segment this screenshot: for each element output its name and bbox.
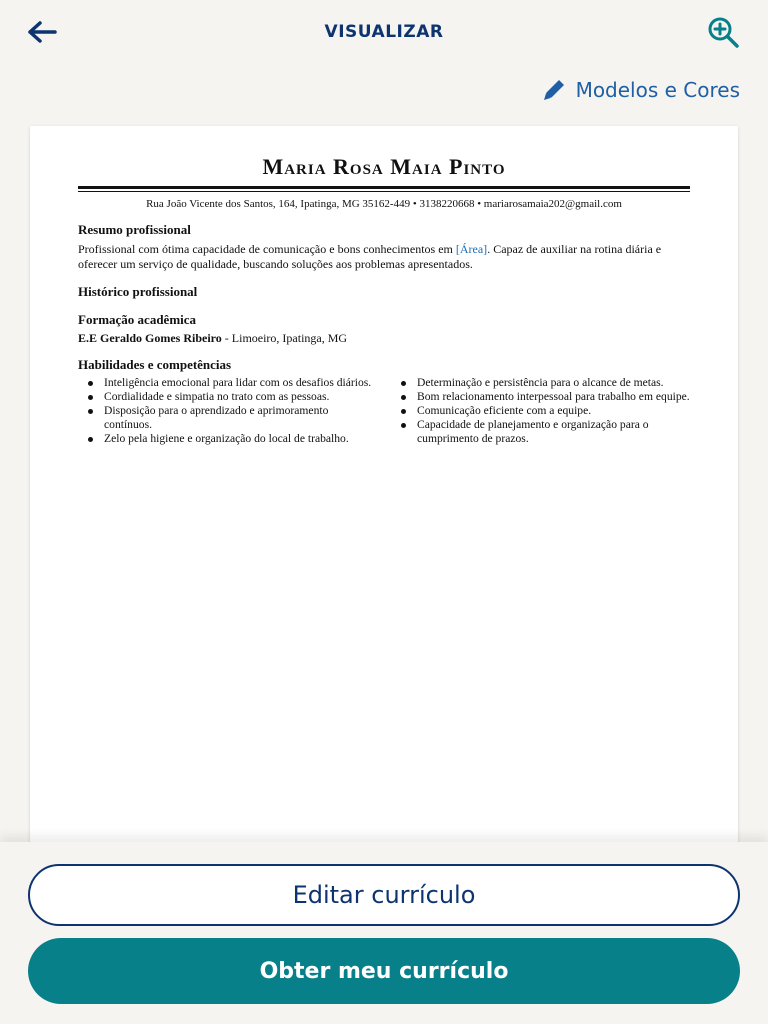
bottom-action-panel — [0, 842, 768, 1024]
zoom-button[interactable] — [704, 12, 744, 52]
pencil-icon — [542, 79, 568, 101]
summary-title: Resumo profissional — [78, 222, 191, 237]
summary-text-end: . Capaz de auxiliar na rotina diária e oferecer um serviço de qualidade, buscando soluções aos problemas apresentados. — [78, 242, 662, 271]
area-placeholder-link[interactable]: [Área] — [455, 242, 488, 256]
skills-column-right — [391, 376, 690, 446]
zoom-in-icon — [706, 15, 742, 49]
skill-item: Disposição para o aprendizado e aprimoramento contínuos. — [78, 404, 377, 432]
models-and-colors-label: Modelos e Cores — [575, 78, 740, 102]
education-location: - Limoeiro, Ipatinga, MG — [221, 331, 348, 345]
page-title: VISUALIZAR — [324, 22, 444, 42]
summary-text-start: Profissional com ótima capacidade de comunicação e bons conhecimentos em — [78, 242, 456, 256]
skills-title: Habilidades e competências — [78, 357, 232, 372]
resume-preview — [30, 126, 738, 866]
models-and-colors-link[interactable] — [542, 76, 740, 104]
skills-column-left — [78, 376, 377, 446]
skill-item: Inteligência emocional para lidar com os desafios diários. — [78, 376, 377, 390]
name-divider — [78, 186, 690, 189]
skill-item: Bom relacionamento interpessoal para trabalho em equipe. — [391, 390, 690, 404]
arrow-left-icon — [26, 20, 58, 44]
edit-resume-button[interactable]: Editar currículo — [28, 864, 740, 926]
education-title: Formação acadêmica — [78, 312, 197, 327]
name-divider-thin — [78, 191, 690, 192]
skill-item: Determinação e persistência para o alcance de metas. — [391, 376, 690, 390]
skill-item: Zelo pela higiene e organização do local de trabalho. — [78, 432, 377, 446]
education-entry — [78, 331, 690, 346]
skill-item: Cordialidade e simpatia no trato com as pessoas. — [78, 390, 377, 404]
top-bar — [0, 0, 768, 64]
education-school: E.E Geraldo Gomes Ribeiro — [78, 331, 222, 345]
summary-text — [78, 242, 690, 272]
history-title: Histórico profissional — [78, 284, 198, 299]
skill-item: Comunicação eficiente com a equipe. — [391, 404, 690, 418]
resume-contact: Rua João Vicente dos Santos, 164, Ipatinga, MG 35162-449 • 3138220668 • mariarosamaia202@gmail.com — [146, 198, 622, 210]
skills-list — [78, 376, 690, 446]
get-resume-button[interactable]: Obter meu currículo — [28, 938, 740, 1004]
skill-item: Capacidade de planejamento e organização para o cumprimento de prazos. — [391, 418, 690, 446]
back-button[interactable] — [22, 14, 62, 50]
resume-name: Maria Rosa Maia Pinto — [262, 154, 506, 179]
